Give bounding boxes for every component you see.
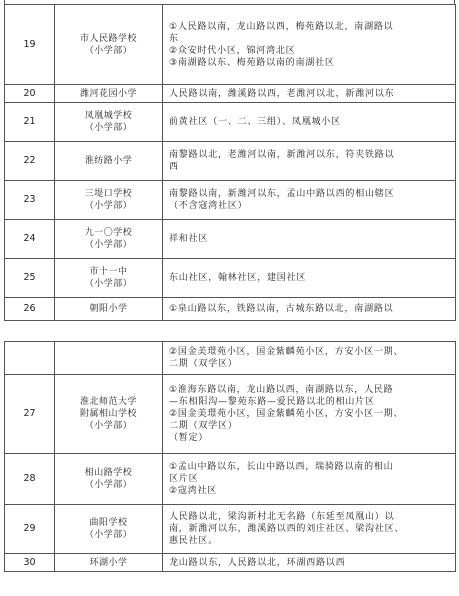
school-name-line: （小学部） bbox=[84, 123, 133, 133]
district-area-line: —东相阳沟—黎苑东路—爱民路以北的相山片区 bbox=[169, 397, 375, 407]
district-area-line: ①孟山中路以东，长山中路以西，瑞骑路以南的相山 bbox=[169, 462, 394, 472]
school-name bbox=[55, 103, 163, 142]
school-name bbox=[55, 454, 163, 505]
district-area-line: 区片区 bbox=[169, 474, 199, 484]
school-name-line: 市十一中 bbox=[89, 267, 128, 277]
row-number: 22 bbox=[5, 142, 55, 181]
school-name bbox=[55, 298, 163, 321]
district-area bbox=[163, 5, 456, 85]
district-area bbox=[163, 505, 456, 554]
district-area bbox=[163, 342, 456, 375]
row-number: 20 bbox=[5, 85, 55, 103]
district-area-line: （暂定） bbox=[169, 433, 209, 443]
row-number: 29 bbox=[5, 505, 55, 554]
school-name-line: 淮纺路小学 bbox=[84, 156, 133, 166]
district-area bbox=[163, 220, 456, 259]
district-area-line: ②寇湾社区 bbox=[169, 486, 218, 496]
district-area-line: 人民路以北，梁沟新村北无名路（东延至凤凰山）以 bbox=[169, 512, 395, 522]
table-row bbox=[5, 298, 456, 321]
district-area bbox=[163, 103, 456, 142]
district-area bbox=[163, 554, 456, 572]
district-area-line: ③南湖路以东、梅苑路以南的南湖社区 bbox=[169, 57, 335, 68]
district-area-line: 东山社区，翰林社区，建国社区 bbox=[169, 273, 307, 283]
school-name bbox=[55, 220, 163, 259]
school-district-table-2 bbox=[4, 341, 456, 572]
school-name-line: 曲阳学校 bbox=[89, 518, 128, 528]
district-area bbox=[163, 375, 456, 454]
school-name-line: （小学部） bbox=[84, 421, 133, 431]
district-area bbox=[163, 259, 456, 298]
table-row bbox=[5, 142, 456, 181]
school-name bbox=[55, 342, 163, 375]
district-area-line: ①淮海东路以南，龙山路以西，南湖路以东，人民路 bbox=[169, 385, 394, 395]
table-row bbox=[5, 505, 456, 554]
table-row bbox=[5, 259, 456, 298]
school-name-line: 市人民路学校 bbox=[79, 33, 137, 44]
district-area bbox=[163, 298, 456, 321]
district-area-line: 二期（双学区） bbox=[169, 359, 238, 369]
table-row bbox=[5, 5, 456, 85]
school-name-line: 附属相山学校 bbox=[79, 409, 137, 419]
district-area-line: ①人民路以南，龙山路以西，梅苑路以北，南湖路以 bbox=[169, 21, 394, 32]
district-area-line: 惠民社区。 bbox=[169, 536, 219, 546]
district-area-line: 人民路以南，潍溪路以西，老潍河以北，新潍河以东 bbox=[169, 88, 395, 99]
school-name-line: 环湖小学 bbox=[89, 557, 128, 568]
district-area-line: 祥和社区 bbox=[169, 234, 209, 244]
district-area-line: 前黄社区（一、二、三组）、凤凰城小区 bbox=[169, 117, 341, 127]
row-number: 30 bbox=[5, 554, 55, 572]
school-name-line: 朝阳小学 bbox=[89, 304, 128, 314]
district-area-line: ②国金美璟苑小区，国金紫麟苑小区，方安小区一期、 bbox=[169, 409, 404, 419]
district-area-line: ①泉山路以东，铁路以南，古城东路以北，南湖路以 bbox=[169, 304, 394, 314]
table-row bbox=[5, 454, 456, 505]
school-name-line: （小学部） bbox=[84, 530, 133, 540]
school-name-line: 相山路学校 bbox=[84, 468, 133, 478]
table-row bbox=[5, 85, 456, 103]
row-number: 25 bbox=[5, 259, 55, 298]
district-area-line: ②国金美璟苑小区，国金紫麟苑小区，方安小区一期、 bbox=[169, 347, 404, 357]
table-row bbox=[5, 103, 456, 142]
row-number bbox=[5, 342, 55, 375]
row-number: 19 bbox=[5, 5, 55, 85]
district-area-line: ②众安时代小区，锦河湾北区 bbox=[169, 45, 296, 56]
district-area bbox=[163, 181, 456, 220]
row-number: 21 bbox=[5, 103, 55, 142]
school-name bbox=[55, 142, 163, 181]
row-number: 24 bbox=[5, 220, 55, 259]
school-name-line: （小学部） bbox=[84, 201, 133, 211]
school-name-line: （小学部） bbox=[84, 279, 133, 289]
school-name bbox=[55, 181, 163, 220]
school-name bbox=[55, 85, 163, 103]
district-area-line: 东 bbox=[169, 33, 179, 44]
school-name-line: 淮北师范大学 bbox=[79, 397, 137, 407]
district-area-line: （不含寇湾社区） bbox=[169, 201, 248, 211]
row-number: 23 bbox=[5, 181, 55, 220]
table-row bbox=[5, 220, 456, 259]
district-area-line: 南黎路以南，新潍河以东，孟山中路以西的相山辖区 bbox=[169, 189, 395, 199]
district-area bbox=[163, 142, 456, 181]
district-area-line: 南，新潍河以东，潍溪路以西的刘庄社区、梁沟社区、 bbox=[169, 524, 405, 534]
row-number: 26 bbox=[5, 298, 55, 321]
school-name-line: 三堤口学校 bbox=[84, 189, 133, 199]
school-name-line: （小学部） bbox=[84, 480, 133, 490]
school-name-line: （小学部） bbox=[84, 45, 133, 56]
school-name bbox=[55, 554, 163, 572]
school-name bbox=[55, 259, 163, 298]
table-row bbox=[5, 181, 456, 220]
school-name bbox=[55, 375, 163, 454]
row-number: 27 bbox=[5, 375, 55, 454]
school-name bbox=[55, 5, 163, 85]
school-district-table-1 bbox=[4, 4, 456, 321]
school-name-line: 凤凰城学校 bbox=[84, 111, 133, 121]
table-row bbox=[5, 554, 456, 572]
school-name bbox=[55, 505, 163, 554]
row-number: 28 bbox=[5, 454, 55, 505]
table-row bbox=[5, 375, 456, 454]
school-name-line: 九一〇学校 bbox=[84, 228, 133, 238]
district-area bbox=[163, 85, 456, 103]
district-area-line: 二期（双学区） bbox=[169, 421, 238, 431]
table-row bbox=[5, 342, 456, 375]
district-area-line: 南黎路以北，老潍河以南，新潍河以东，符夹铁路以 bbox=[169, 150, 395, 160]
district-area-line: 西 bbox=[169, 162, 179, 172]
school-name-line: （小学部） bbox=[84, 240, 133, 250]
district-area bbox=[163, 454, 456, 505]
district-area-line: 龙山路以东，人民路以北，环湖西路以西 bbox=[169, 557, 346, 568]
school-name-line: 潍河花园小学 bbox=[79, 88, 137, 99]
